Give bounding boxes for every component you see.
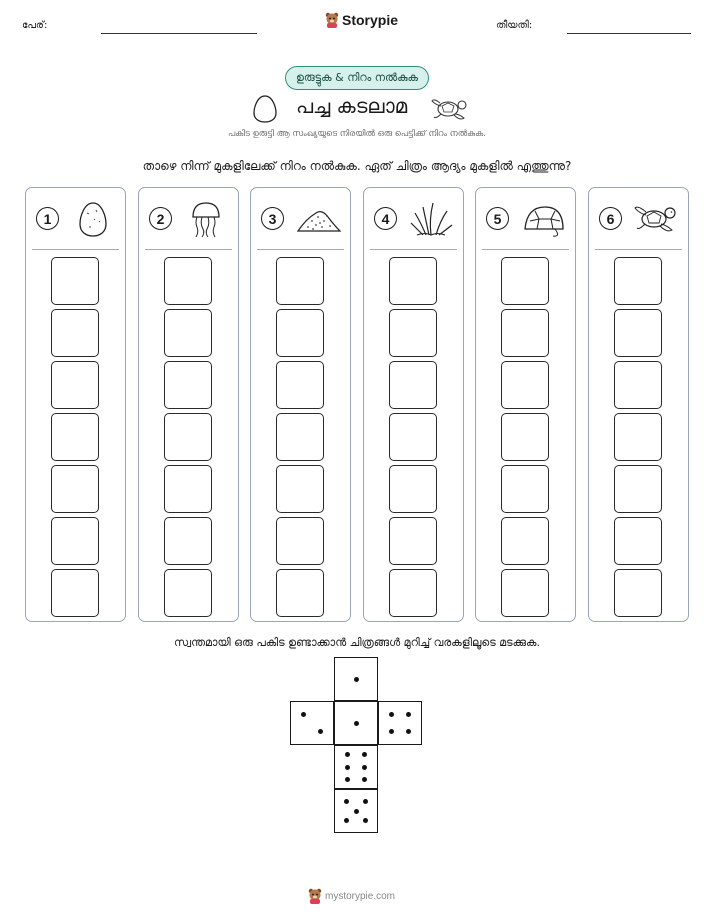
column-header <box>364 188 463 246</box>
color-box[interactable] <box>276 413 324 461</box>
color-box[interactable] <box>614 361 662 409</box>
bear-mascot-icon <box>325 12 339 28</box>
color-box[interactable] <box>389 309 437 357</box>
date-field-line[interactable] <box>567 33 691 34</box>
color-box[interactable] <box>501 309 549 357</box>
column-number: 2 <box>149 207 172 230</box>
date-label: തീയതി: <box>496 20 533 31</box>
color-box[interactable] <box>51 413 99 461</box>
die-face-1 <box>334 657 378 701</box>
color-box[interactable] <box>614 413 662 461</box>
die-pip <box>362 765 367 770</box>
color-box[interactable] <box>164 413 212 461</box>
color-box[interactable] <box>501 517 549 565</box>
name-label: പേര്: <box>22 20 48 31</box>
color-box[interactable] <box>164 465 212 513</box>
die-pip <box>354 721 359 726</box>
color-box[interactable] <box>389 361 437 409</box>
name-field-line[interactable] <box>101 33 257 34</box>
die-pip <box>301 712 306 717</box>
column-number: 6 <box>599 207 622 230</box>
color-box[interactable] <box>389 257 437 305</box>
instruction: താഴെ നിന്ന് മുകളിലേക്ക് നിറം നൽകുക. ഏത് ചിത്രം ആദ്യം മുകളിൽ എത്തുന്നു? <box>142 159 572 173</box>
color-box[interactable] <box>164 309 212 357</box>
color-box[interactable] <box>276 309 324 357</box>
column-number: 5 <box>486 207 509 230</box>
egg-icon <box>69 199 117 239</box>
die-face-5 <box>334 789 378 833</box>
die-pip <box>344 818 349 823</box>
title-row <box>250 94 470 124</box>
fold-instruction: സ്വന്തമായി ഒരു പകിട ഉണ്ടാക്കാൻ ചിത്രങ്ങൾ മുറിച്ച് വരകളിലൂടെ മടക്കുക. <box>174 636 540 649</box>
color-box[interactable] <box>614 309 662 357</box>
die-pip <box>406 712 411 717</box>
brand-logo <box>325 12 398 28</box>
column-header <box>251 188 350 246</box>
seagrass-icon <box>407 199 455 239</box>
die-pip <box>354 809 359 814</box>
column-header <box>139 188 238 246</box>
color-box[interactable] <box>164 517 212 565</box>
color-box[interactable] <box>276 361 324 409</box>
color-box[interactable] <box>51 569 99 617</box>
color-box[interactable] <box>501 257 549 305</box>
page-title: പച്ച കടലാമ <box>296 94 408 118</box>
die-pip <box>389 712 394 717</box>
egg-icon <box>252 94 278 124</box>
column-6 <box>588 187 689 622</box>
die-pip <box>406 729 411 734</box>
die-pip <box>345 752 350 757</box>
die-pip <box>354 677 359 682</box>
color-box[interactable] <box>501 569 549 617</box>
column-4 <box>363 187 464 622</box>
color-box[interactable] <box>614 569 662 617</box>
die-face-6 <box>334 745 378 789</box>
die-pip <box>362 777 367 782</box>
die-pip <box>363 818 368 823</box>
color-box[interactable] <box>614 517 662 565</box>
color-box[interactable] <box>164 361 212 409</box>
column-5 <box>475 187 576 622</box>
bear-mascot-icon <box>308 888 322 904</box>
color-box[interactable] <box>164 257 212 305</box>
column-divider <box>595 249 682 250</box>
activity-badge: ഉരുട്ടുക & നിറം നൽകുക <box>285 66 429 90</box>
column-header <box>589 188 688 246</box>
color-box[interactable] <box>276 257 324 305</box>
color-box[interactable] <box>51 465 99 513</box>
color-box[interactable] <box>389 465 437 513</box>
color-box[interactable] <box>389 517 437 565</box>
die-pip <box>345 777 350 782</box>
color-box[interactable] <box>51 257 99 305</box>
color-box[interactable] <box>614 257 662 305</box>
turtle-shell-icon <box>519 199 567 239</box>
die-pip <box>363 799 368 804</box>
die-pip <box>362 752 367 757</box>
subtitle: പകിട ഉരുട്ടി ആ സംഖ്യയുടെ നിരയിൽ ഒരു പെട്ടിക്ക് നിറം നൽകുക. <box>228 129 486 139</box>
column-divider <box>145 249 232 250</box>
footer <box>308 888 395 904</box>
column-number: 3 <box>261 207 284 230</box>
die-pip <box>345 765 350 770</box>
footer-url[interactable]: mystorypie.com <box>325 890 396 902</box>
column-3 <box>250 187 351 622</box>
column-2 <box>138 187 239 622</box>
die-pip <box>344 799 349 804</box>
brand-name: Storypie <box>342 12 399 28</box>
column-divider <box>32 249 119 250</box>
color-box[interactable] <box>276 517 324 565</box>
color-box[interactable] <box>501 413 549 461</box>
column-header <box>26 188 125 246</box>
die-pip <box>389 729 394 734</box>
color-box[interactable] <box>51 309 99 357</box>
color-box[interactable] <box>389 569 437 617</box>
die-pip <box>318 729 323 734</box>
column-header <box>476 188 575 246</box>
sand-pile-icon <box>294 199 342 239</box>
column-divider <box>257 249 344 250</box>
color-box[interactable] <box>501 361 549 409</box>
die-face-2 <box>290 701 334 745</box>
color-box[interactable] <box>51 517 99 565</box>
die-face-1 <box>334 701 378 745</box>
sea-turtle-icon <box>430 95 470 123</box>
column-number: 1 <box>36 207 59 230</box>
jellyfish-icon <box>182 199 230 239</box>
color-box[interactable] <box>164 569 212 617</box>
column-divider <box>482 249 569 250</box>
die-face-4 <box>378 701 422 745</box>
color-box[interactable] <box>614 465 662 513</box>
column-divider <box>370 249 457 250</box>
column-number: 4 <box>374 207 397 230</box>
column-1 <box>25 187 126 622</box>
color-box[interactable] <box>51 361 99 409</box>
color-box[interactable] <box>501 465 549 513</box>
sea-turtle-icon <box>632 199 680 239</box>
color-box[interactable] <box>389 413 437 461</box>
color-box[interactable] <box>276 465 324 513</box>
color-box[interactable] <box>276 569 324 617</box>
